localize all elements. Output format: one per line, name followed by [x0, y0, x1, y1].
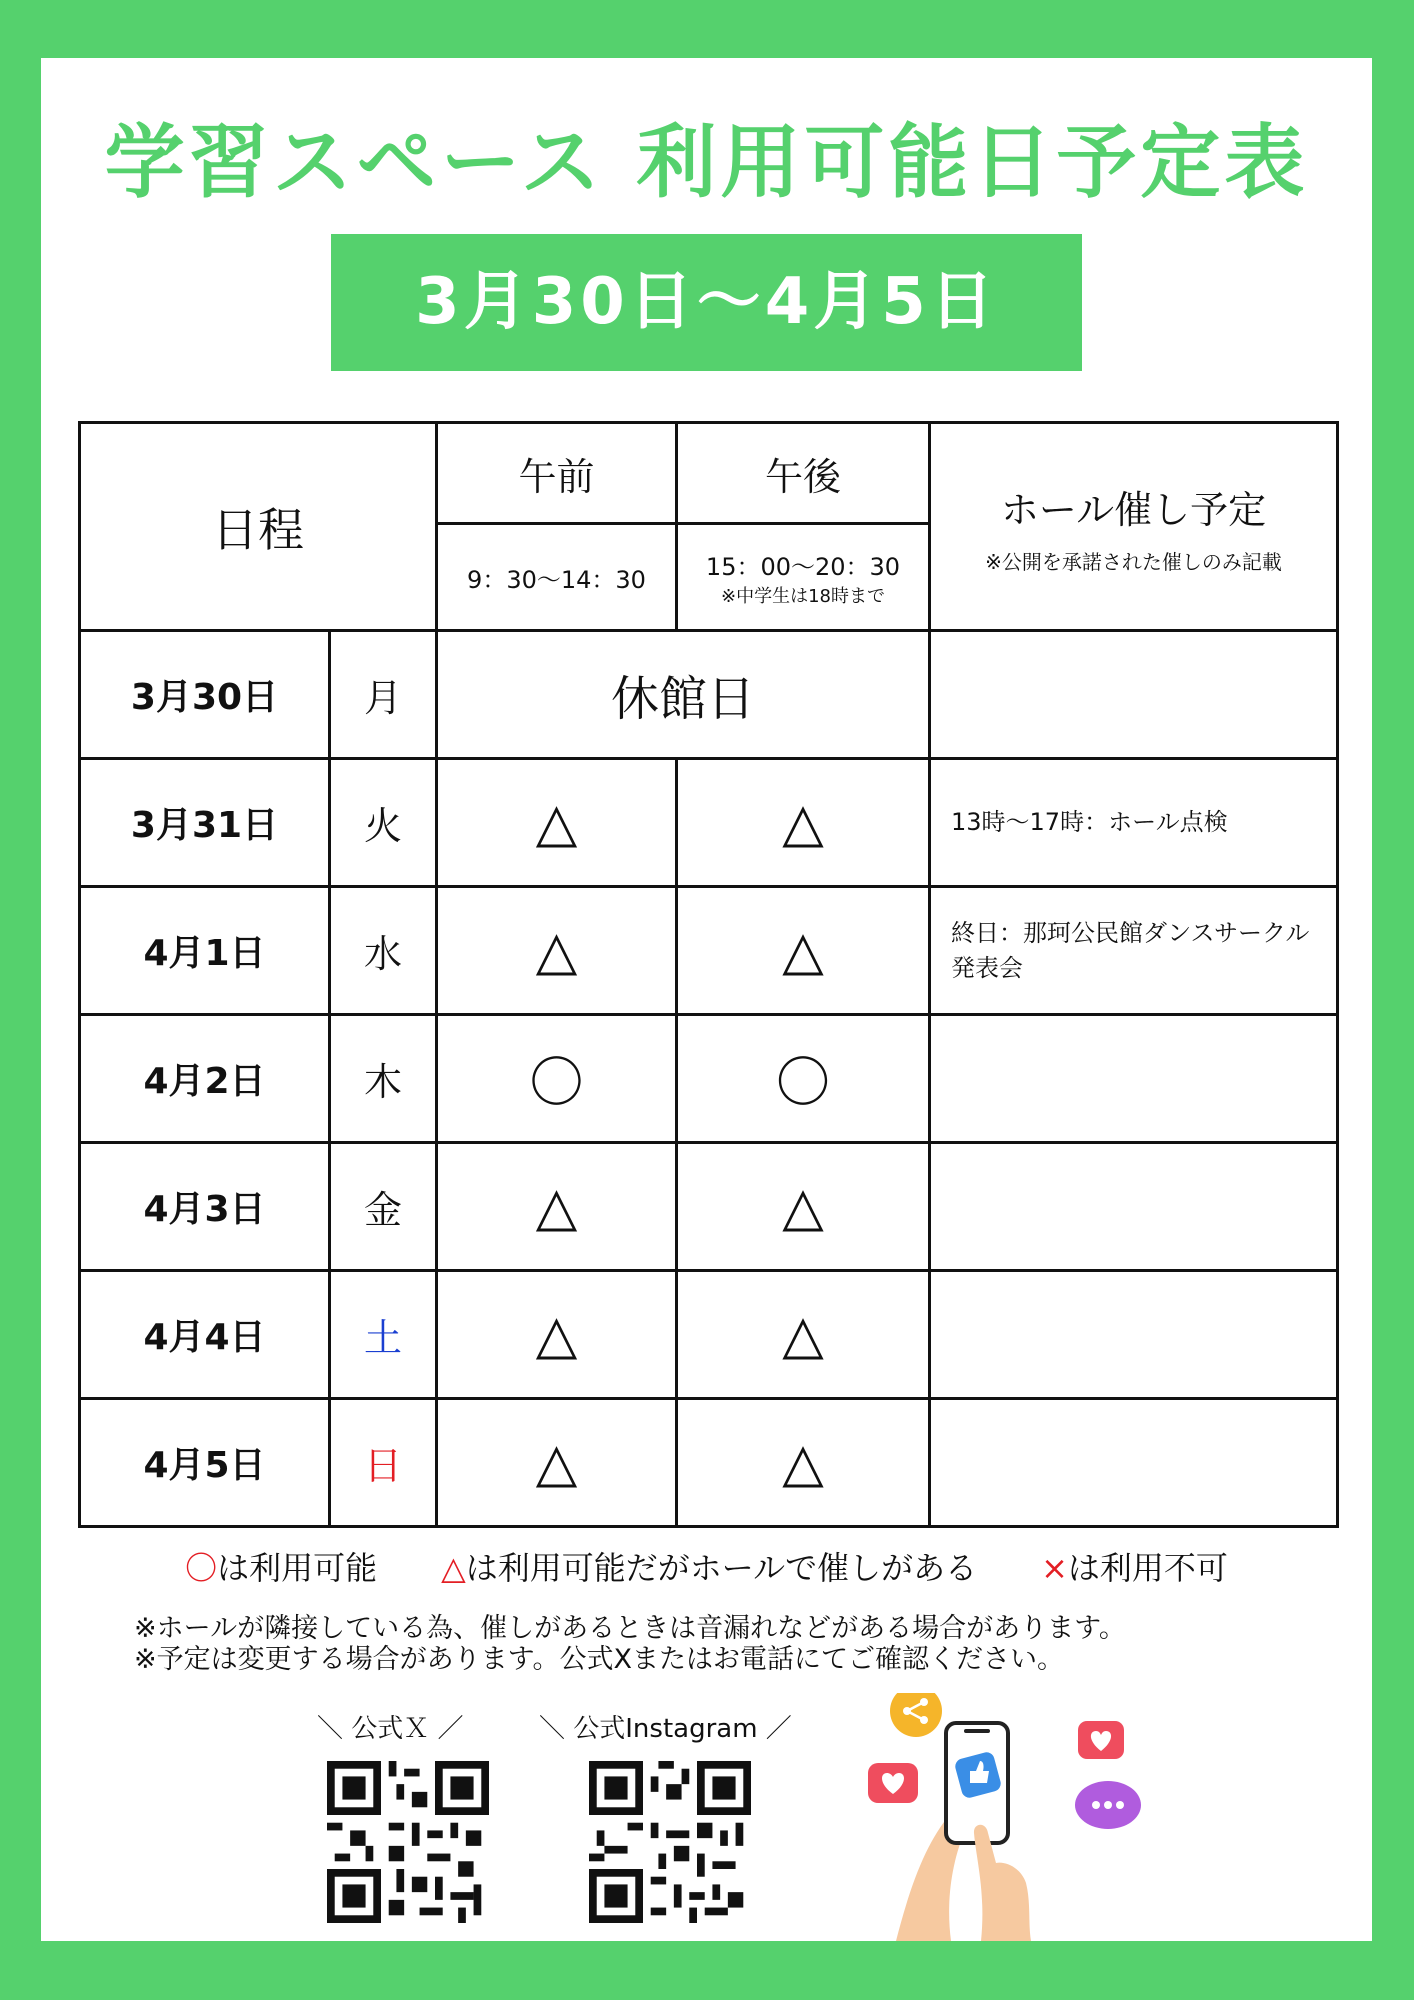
- legend-event: [441, 1543, 977, 1589]
- row-am-status: △: [437, 1271, 677, 1399]
- row-pm-status: △: [677, 1143, 930, 1271]
- qr-code-instagram[interactable]: [589, 1761, 751, 1923]
- social-media-illustration: [856, 1693, 1156, 1941]
- row-pm-status: △: [677, 887, 930, 1015]
- cross-symbol: ×: [1041, 1549, 1068, 1587]
- hall-header-note: ※公開を承諾された催しのみ記載: [985, 549, 1282, 574]
- legend-unavailable-text: は利用不可: [1067, 1549, 1228, 1587]
- legend-unavailable: [1041, 1543, 1228, 1589]
- legend-available-text: は利用可能: [217, 1549, 378, 1587]
- row-event: [930, 1143, 1338, 1271]
- row-pm-status: △: [677, 1399, 930, 1527]
- row-event: [930, 1271, 1338, 1399]
- row-date: 4月1日: [80, 887, 330, 1015]
- qr-instagram-label: ＼ 公式Instagram ／: [539, 1714, 792, 1744]
- row-weekday: 木: [330, 1015, 437, 1143]
- row-pm-status: 〇: [677, 1015, 930, 1143]
- row-date: 4月5日: [80, 1399, 330, 1527]
- row-event: [930, 631, 1338, 759]
- pm-header: 午後: [677, 423, 930, 524]
- legend-available: [185, 1543, 377, 1589]
- period-banner: 3月30日～4月5日: [331, 234, 1082, 371]
- row-pm-status: △: [677, 1271, 930, 1399]
- page-title: 学習スペース 利用可能日予定表: [104, 116, 1309, 209]
- row-pm-status: △: [677, 759, 930, 887]
- row-event: 13時～17時：ホール点検: [930, 759, 1338, 887]
- pm-time-cell: [677, 524, 930, 631]
- qr-x-label: ＼ 公式Ｘ ／: [317, 1714, 464, 1744]
- row-event: [930, 1015, 1338, 1143]
- schedule-table: [78, 421, 1339, 1528]
- closed-day-label: 休館日: [437, 631, 930, 759]
- table-row: [80, 1399, 1338, 1527]
- am-header: 午前: [437, 423, 677, 524]
- row-am-status: 〇: [437, 1015, 677, 1143]
- table-row: [80, 759, 1338, 887]
- row-date: 3月30日: [80, 631, 330, 759]
- qr-code-x[interactable]: [327, 1761, 489, 1923]
- am-time: 9：30～14：30: [437, 524, 677, 631]
- row-weekday: 月: [330, 631, 437, 759]
- row-date: 3月31日: [80, 759, 330, 887]
- row-date: 4月2日: [80, 1015, 330, 1143]
- poster-sheet: [41, 58, 1372, 1941]
- row-am-status: △: [437, 887, 677, 1015]
- row-event: [930, 1399, 1338, 1527]
- row-date: 4月3日: [80, 1143, 330, 1271]
- table-row: [80, 1271, 1338, 1399]
- table-row: [80, 1143, 1338, 1271]
- table-row: [80, 887, 1338, 1015]
- row-event: 終日：那珂公民館ダンスサークル発表会: [930, 887, 1338, 1015]
- circle-symbol: 〇: [185, 1549, 218, 1587]
- pm-time-note: ※中学生は18時まで: [721, 585, 885, 607]
- note-line: ※ホールが隣接している為、催しがあるときは音漏れなどがある場合があります。: [134, 1613, 1126, 1644]
- row-weekday: 火: [330, 759, 437, 887]
- row-weekday: 日: [330, 1399, 437, 1527]
- row-am-status: △: [437, 759, 677, 887]
- row-weekday: 金: [330, 1143, 437, 1271]
- hall-header: [930, 423, 1338, 631]
- legend: [41, 1543, 1372, 1589]
- table-row: [80, 631, 1338, 759]
- triangle-symbol: △: [441, 1549, 466, 1587]
- row-am-status: △: [437, 1143, 677, 1271]
- note-line: ※予定は変更する場合があります。公式Xまたはお電話にてご確認ください。: [134, 1644, 1064, 1675]
- row-am-status: △: [437, 1399, 677, 1527]
- row-weekday: 水: [330, 887, 437, 1015]
- hall-header-title: ホール催し予定: [1000, 487, 1267, 532]
- schedule-header: 日程: [80, 423, 437, 631]
- legend-event-text: は利用可能だがホールで催しがある: [465, 1549, 978, 1587]
- pm-time: 15：00～20：30: [705, 552, 901, 581]
- notes: [134, 1613, 1334, 1675]
- table-row: [80, 1015, 1338, 1143]
- row-date: 4月4日: [80, 1271, 330, 1399]
- row-weekday: 土: [330, 1271, 437, 1399]
